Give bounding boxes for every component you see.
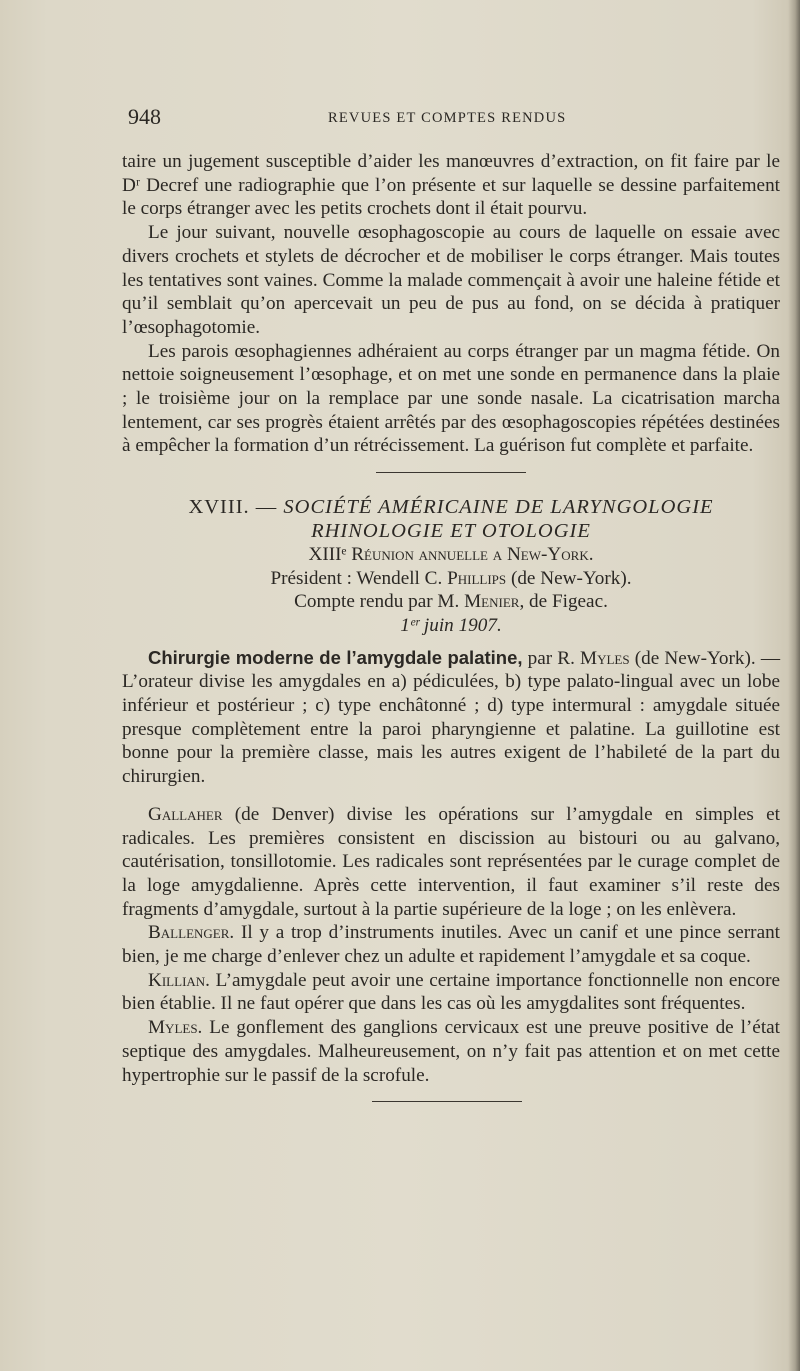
section-title-line2: RHINOLOGIE ET OTOLOGIE — [311, 520, 591, 543]
speaker-name: Killian. — [148, 969, 210, 991]
intro-paragraph-2: Le jour suivant, nouvelle œsophagoscopie au cours de laquelle on essaie avec divers crochets et stylets de décrocher et de mobiliser le corps étranger. Mais toutes les tentatives sont vaines. Comme la malade commençait à avoir une haleine fétide et qu’il semblait qu’on apercevait un peu de pus au fond, on se décida à pratiquer l’œsophagotomie. — [122, 222, 780, 338]
section-divider — [376, 472, 526, 473]
section-title — [122, 495, 780, 543]
president-suffix: (de New-York). — [510, 567, 632, 589]
report-prefix: Compte rendu par M. — [294, 591, 460, 613]
speaker-text: Le gonflement des ganglions cervicaux est une preuve positive de l’état septique des amygdales. Malheureusement, on n’y fait pas attention et on met cette hypertrophie sur le passif de la scrofule. — [122, 1017, 780, 1086]
report-line — [122, 590, 780, 614]
president-name: Phillips — [447, 567, 507, 589]
meeting-line: XIIIᵉ Réunion annuelle a New-York. — [308, 544, 594, 566]
running-head: REVUES ET COMPTES RENDUS — [328, 110, 567, 126]
speaker-name: Gallaher — [148, 803, 223, 825]
intro-paragraph-3: Les parois œsophagiennes adhéraient au corps étranger par un magma fétide. On nettoie soigneusement l’œsophage, et on met une sonde en permanence dans la plaie ; le troisième jour on la remplace par une sonde nasale. La cicatrisation marcha lentement, car ses progrès étaient arrêtés par des œsophagoscopies répétées destinées à empêcher la formation d’un rétrécissement. La guérison fut complète et parfaite. — [122, 340, 780, 457]
page-edge-shadow — [788, 0, 800, 1371]
report-name: Menier — [464, 591, 520, 613]
date-line: 1ᵉʳ juin 1907. — [400, 614, 502, 636]
president-prefix: Président : Wendell C. — [270, 567, 443, 589]
lead-author: Myles — [580, 647, 630, 669]
intro-paragraph-1: taire un jugement susceptible d’aider les manœuvres d’extraction, on fit faire par le Dʳ Decref une radiographie que l’on présente et sur laquelle se dessine parfaitement le corps étranger avec les petits crochets dont il était pourvu. — [122, 151, 780, 220]
speaker-paragraph — [122, 803, 780, 922]
speaker-paragraph — [122, 969, 780, 1016]
lead-rest: (de New-York). — L’orateur divise les amygdales en a) pédiculées, b) type palato-lingual avec un lobe inférieur et postérieur ; c) type enchâtonné ; d) type intermural : amygdale située presque complètement entre la paroi pharyngienne et palatine. La guillotine est bonne pour la première classe, mais les autres exigent de l’habileté de la part du chirurgien. — [122, 647, 781, 788]
lead-by: par R. — [527, 647, 575, 669]
section-number: XVIII. — — [188, 496, 278, 519]
speaker-text: (de Denver) divise les opérations sur l’amygdale en simples et radicales. Les premières consistent en discission au bistouri ou au galvano, cautérisation, tonsillotomie. Les radicales sont représentées par le curage complet de la loge amygdalienne. Après cette intervention, il faut examiner s’il reste des fragments d’amygdale, surtout à la partie supérieure de la loge ; on les enlèvera. — [122, 803, 781, 920]
speaker-name: Myles. — [148, 1017, 203, 1039]
speaker-text: Il y a trop d’instruments inutiles. Avec un canif et une pince serrant bien, je me charge d’enlever chez un adulte et rapidement l’amygdale et sa coque. — [122, 922, 781, 968]
end-divider — [372, 1101, 522, 1102]
lead-title: Chirurgie moderne de l’amygdale palatine, — [148, 646, 523, 668]
report-suffix: , de Figeac. — [519, 591, 608, 613]
president-line — [122, 567, 780, 591]
page-header — [128, 104, 788, 132]
page-number: 948 — [128, 104, 161, 129]
speaker-text: L’amygdale peut avoir une certaine importance fonctionnelle non encore bien établie. Il ne faut opérer que dans les cas où les amygdalites sont fréquentes. — [122, 969, 780, 1015]
section-title-line1: SOCIÉTÉ AMÉRICAINE DE LARYNGOLOGIE — [283, 496, 714, 519]
speaker-paragraph — [122, 1016, 780, 1087]
speaker-paragraph — [122, 921, 780, 968]
speaker-name: Ballenger. — [148, 922, 235, 944]
lead-paragraph — [122, 646, 780, 789]
page-body — [122, 150, 780, 1102]
